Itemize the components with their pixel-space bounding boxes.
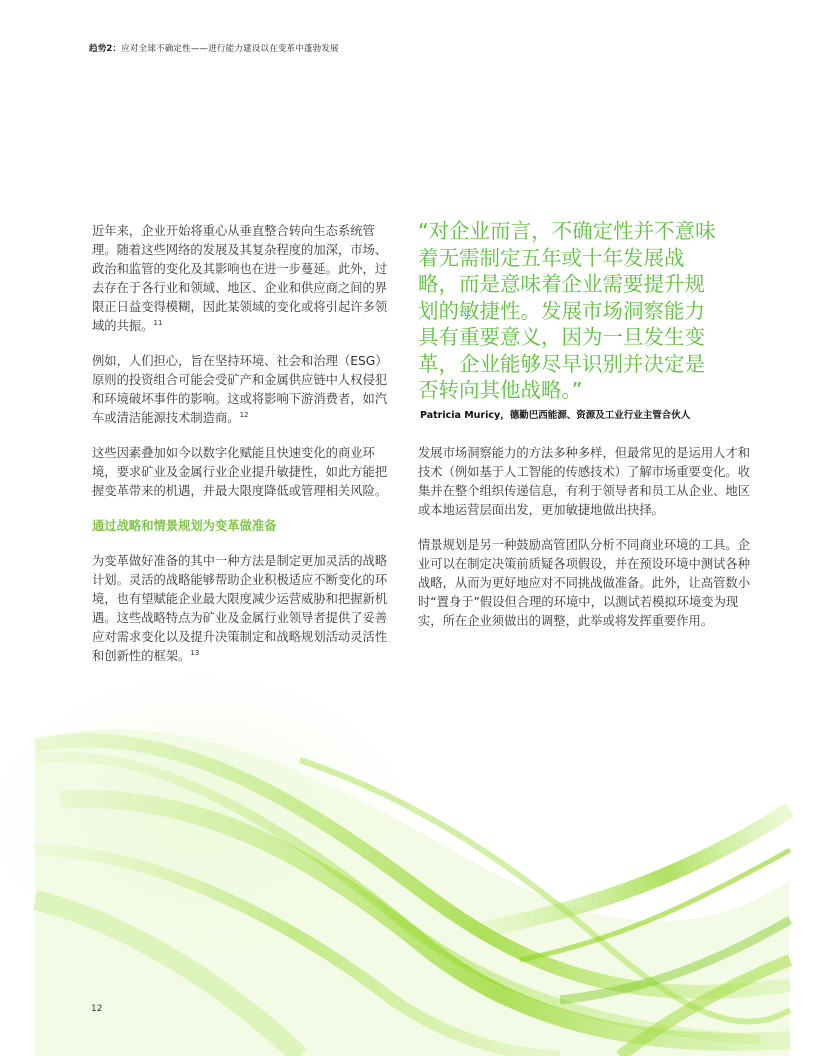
running-header bbox=[89, 42, 339, 54]
page-number: 12 bbox=[91, 1004, 103, 1014]
right-paragraph-1: 发展市场洞察能力的方法多种多样，但最常见的是运用人才和技术（例如基于人工智能的传感技术）了解市场重要变化。收集并在整个组织传递信息，有利于领导者和员工从企业、地区或本地运营层面出发，更加敏捷地做出抉择。 bbox=[418, 446, 751, 517]
footnote-ref: 11 bbox=[153, 318, 163, 327]
left-paragraph-2: 例如，人们担心，旨在坚持环境、社会和治理（ESG）原则的投资组合可能会受矿产和金属供应链中人权侵犯和环境破坏事件的影响。这或将影响下游消费者，如汽车或清洁能源技术制造商。$^{12}$ bbox=[92, 354, 388, 425]
footnote-ref: 13 bbox=[190, 648, 200, 657]
footnote-ref: 12 bbox=[239, 410, 249, 419]
section-subheading: 通过战略和情景规划为变革做准备 bbox=[92, 519, 277, 533]
left-paragraph-1: 近年来，企业开始将重心从垂直整合转向生态系统管理。随着这些网络的发展及其复杂程度的加深，市场、政治和监管的变化及其影响也在进一步蔓延。此外，过去存在于各行业和领域、地区、企业和供应商之间的界限正日益变得模糊，因此某领域的变化或将引起许多领域的共振。$^{11}$ bbox=[92, 224, 388, 333]
right-column bbox=[418, 444, 753, 647]
left-paragraph-4: 为变革做好准备的其中一种方法是制定更加灵活的战略计划。灵活的战略能够帮助企业积极适应不断变化的环境，也有望赋能企业最大限度减少运营威胁和把握新机遇。这些战略特点为矿业及金属行业领导者提供了妥善应对需求变化以及提升决策制定和战略规划活动灵活性和创新性的框架。$^{13}$ bbox=[92, 554, 388, 663]
left-paragraph-3: 这些因素叠加如今以数字化赋能且快速变化的商业环境，要求矿业及金属行业企业提升敏捷性，如此方能把握变革带来的机遇，并最大限度降低或管理相关风险。 bbox=[92, 446, 388, 498]
quote-attribution: Patricia Muricy，德勤巴西能源、资源及工业行业主管合伙人 bbox=[420, 410, 691, 421]
trend-label: 趋势2： bbox=[89, 44, 122, 54]
header-title: 应对全球不确定性——进行能力建设以在变革中蓬勃发展 bbox=[121, 44, 339, 54]
left-column bbox=[92, 222, 392, 682]
pull-quote: “对企业而言，不确定性并不意味着无需制定五年或十年发展战略，而是意味着企业需要提升规划的敏捷性。发展市场洞察能力具有重要意义，因为一旦发生变革，企业能够尽早识别并决定是否转向其他战略。” bbox=[418, 219, 716, 402]
right-paragraph-2: 情景规划是另一种鼓励高管团队分析不同商业环境的工具。企业可以在制定决策前质疑各项假设，并在预设环境中测试各种战略，从而为更好地应对不同挑战做准备。此外，让高管数小时“置身于”假设但合理的环境中，以测试若模拟环境变为现实，所在企业须做出的调整，此举或将发挥重要作用。 bbox=[418, 538, 751, 628]
